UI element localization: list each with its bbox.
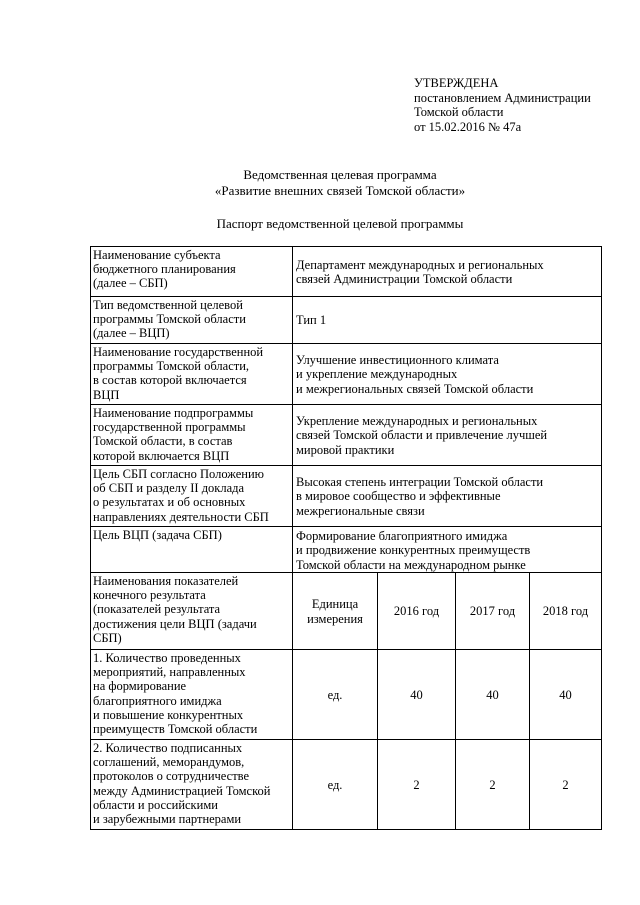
label-line: программы Томской области <box>93 312 246 327</box>
label-line: программы Томской области, <box>93 359 250 374</box>
label-line: на формирование <box>93 679 187 694</box>
passport-label-cell <box>91 297 293 344</box>
value-line: Департамент международных и региональных <box>296 257 544 272</box>
label-line: в состав которой включается <box>93 373 247 388</box>
passport-value-cell <box>293 297 602 344</box>
label-line: и зарубежными партнерами <box>93 812 242 827</box>
label-line: области и российскими <box>93 797 218 812</box>
label-line: направлениях деятельности СБП <box>93 509 269 524</box>
label-line: Наименование подпрограммы <box>93 406 254 420</box>
label-line: (далее – СБП) <box>93 276 168 291</box>
indicator-unit: ед. <box>293 650 378 740</box>
label-line: о результатах и об основных <box>93 495 246 510</box>
indicator-value-2016: 40 <box>378 650 456 740</box>
indicator-value-2018: 2 <box>530 740 602 830</box>
label-line: между Администрацией Томской <box>93 783 271 798</box>
indicator-label <box>91 650 293 740</box>
label-line: (показателей результата <box>93 602 221 617</box>
label-line: об СБП и разделу II доклада <box>93 481 245 496</box>
indicators-header-label <box>91 573 293 650</box>
indicator-value-2017: 2 <box>456 740 530 830</box>
indicator-value-2017: 40 <box>456 650 530 740</box>
indicator-unit: ед. <box>293 740 378 830</box>
label-line: государственной программы <box>93 420 246 435</box>
indicator-row <box>91 740 602 830</box>
label-line: благоприятного имиджа <box>93 693 222 708</box>
label-line: ВЦП <box>93 387 120 402</box>
passport-label-cell <box>91 344 293 405</box>
value-line: межрегиональные связи <box>296 503 425 518</box>
passport-value-cell <box>293 527 602 573</box>
label-line: (далее – ВЦП) <box>93 326 170 341</box>
label-line: и повышение конкурентных <box>93 707 244 722</box>
passport-value-cell <box>293 344 602 405</box>
program-title <box>90 167 590 199</box>
label-line: Наименование государственной <box>93 345 264 359</box>
value-line: Улучшение инвестиционного климата <box>296 353 499 368</box>
passport-label-cell <box>91 466 293 527</box>
label-line: мероприятий, направленных <box>93 665 246 680</box>
indicator-value-2018: 40 <box>530 650 602 740</box>
label-line: Томской области, в состав <box>93 434 233 449</box>
year-header-2017: 2017 год <box>456 573 530 650</box>
label-line: 1. Количество проведенных <box>93 651 241 665</box>
program-title-line2: «Развитие внешних связей Томской области» <box>214 183 466 198</box>
indicator-row <box>91 650 602 740</box>
label-line: Наименования показателей <box>93 574 239 588</box>
label-line: 2. Количество подписанных <box>93 741 243 755</box>
year-header-2018: 2018 год <box>530 573 602 650</box>
passport-value-cell <box>293 466 602 527</box>
label-line: СБП) <box>93 630 122 645</box>
program-title-line1: Ведомственная целевая программа <box>243 167 437 182</box>
passport-table <box>90 246 602 830</box>
value-line: связей Администрации Томской области <box>296 272 513 286</box>
passport-label-cell <box>91 405 293 466</box>
passport-label-cell <box>91 247 293 297</box>
passport-row <box>91 297 602 344</box>
value-line: и укрепление международных <box>296 367 458 382</box>
approval-region: Томской области <box>414 105 504 119</box>
passport-title: Паспорт ведомственной целевой программы <box>216 216 464 231</box>
value-line: мировой практики <box>296 442 395 457</box>
label-line: которой включается ВЦП <box>93 448 230 463</box>
label-line: соглашений, меморандумов, <box>93 755 245 770</box>
passport-value-cell <box>293 405 602 466</box>
label-line: Наименование субъекта <box>93 248 221 262</box>
value-line: Томской области на международном рынке <box>296 557 526 572</box>
label-line: достижения цели ВЦП (задачи <box>93 616 257 631</box>
approval-date-number: от 15.02.2016 № 47а <box>414 119 522 134</box>
label-line: Цель СБП согласно Положению <box>93 467 265 481</box>
approval-authority: постановлением Администрации <box>414 90 591 105</box>
value-line: Тип 1 <box>296 313 327 328</box>
label-line: преимуществ Томской области <box>93 722 258 737</box>
indicators-header-row <box>91 573 602 650</box>
unit-header-line: Единица <box>311 597 359 612</box>
passport-label-cell <box>91 527 293 573</box>
value-line: и продвижение конкурентных преимуществ <box>296 543 531 558</box>
value-line: Формирование благоприятного имиджа <box>296 529 508 544</box>
label-line: протоколов о сотрудничестве <box>93 769 250 784</box>
passport-row <box>91 466 602 527</box>
approval-heading: УТВЕРЖДЕНА <box>414 76 499 90</box>
passport-value-cell <box>293 247 602 297</box>
label-line: бюджетного планирования <box>93 262 236 277</box>
value-line: в мировое сообщество и эффективные <box>296 489 501 504</box>
unit-header <box>293 573 378 650</box>
label-line: Тип ведомственной целевой <box>93 298 243 312</box>
passport-row <box>91 405 602 466</box>
value-line: связей Томской области и привлечение лучшей <box>296 428 548 443</box>
value-line: Высокая степень интеграции Томской области <box>296 475 544 490</box>
year-header-2016: 2016 год <box>378 573 456 650</box>
approval-stamp <box>414 76 591 134</box>
value-line: и межрегиональных связей Томской области <box>296 381 534 396</box>
passport-row <box>91 344 602 405</box>
passport-row <box>91 247 602 297</box>
label-line: Цель ВЦП (задача СБП) <box>93 528 222 542</box>
value-line: Укрепление международных и региональных <box>296 414 538 429</box>
label-line: конечного результата <box>93 588 206 603</box>
indicator-value-2016: 2 <box>378 740 456 830</box>
unit-header-line: измерения <box>307 611 363 626</box>
passport-row <box>91 527 602 573</box>
indicator-label <box>91 740 293 830</box>
